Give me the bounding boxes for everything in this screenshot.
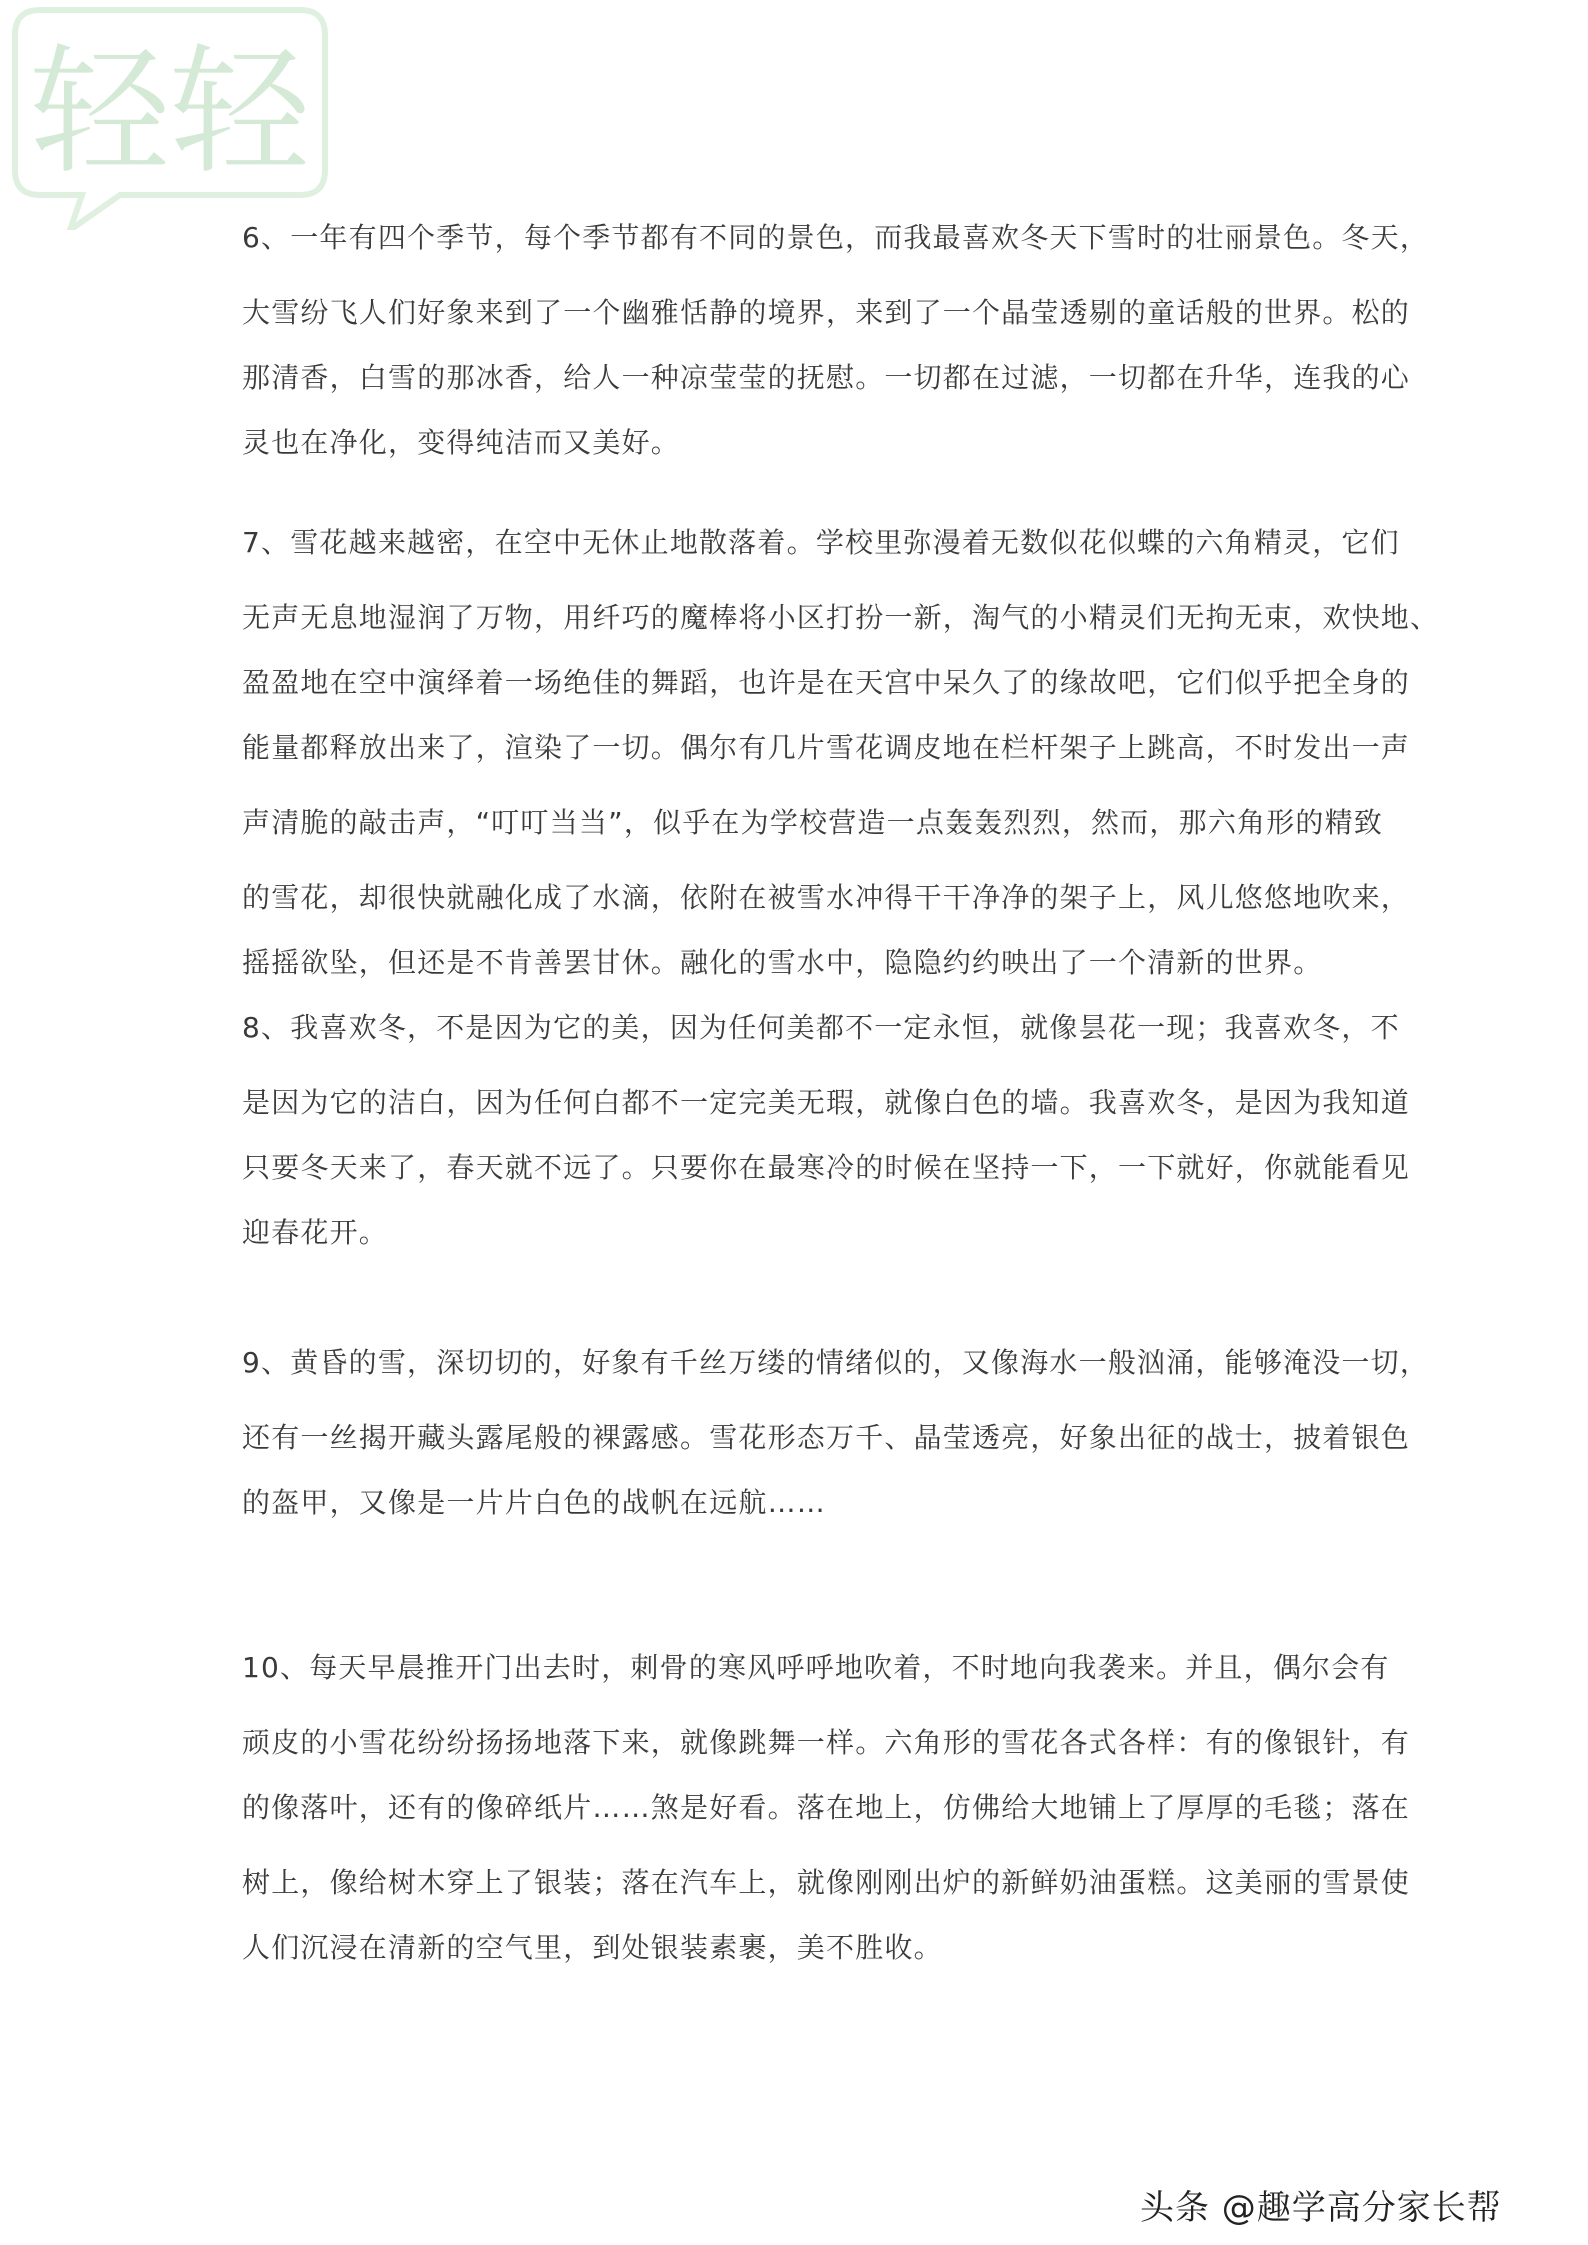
logo-text: 轻轻 (29, 31, 311, 194)
paragraph-line: 的盔甲，又像是一片片白色的战帆在远航…… (242, 1486, 827, 1519)
paragraph-line: 盈盈地在空中演绎着一场绝佳的舞蹈，也许是在天宫中呆久了的缘故吧，它们似乎把全身的 (242, 666, 1411, 699)
paragraph-line: 迎春花开。 (242, 1216, 389, 1249)
brand-logo (0, 0, 330, 230)
paragraph-line: 那清香，白雪的那冰香，给人一种凉莹莹的抚慰。一切都在过滤，一切都在升华，连我的心 (242, 361, 1411, 394)
source-watermark: 头条 @趣学高分家长帮 (1140, 2188, 1502, 2228)
paragraph-10 (242, 1635, 1410, 1980)
paragraph-line: 的雪花，却很快就融化成了水滴，依附在被雪水冲得干干净净的架子上，风儿悠悠地吹来， (242, 881, 1411, 914)
paragraph-line: 摇摇欲坠，但还是不肯善罢甘休。融化的雪水中，隐隐约约映出了一个清新的世界。 (242, 946, 1323, 979)
paragraph-line: 9、黄昏的雪，深切切的，好象有千丝万缕的情绪似的，又像海水一般汹涌，能够淹没一切， (242, 1346, 1430, 1379)
paragraph-line: 8、我喜欢冬，不是因为它的美，因为任何美都不一定永恒，就像昙花一现；我喜欢冬，不 (242, 1011, 1400, 1044)
paragraph-line: 人们沉浸在清新的空气里，到处银装素裹，美不胜收。 (242, 1931, 943, 1964)
paragraph-line: 7、雪花越来越密，在空中无休止地散落着。学校里弥漫着无数似花似蝶的六角精灵，它们 (242, 526, 1400, 559)
paragraph-9 (242, 1330, 1429, 1535)
paragraph-6 (242, 205, 1429, 475)
paragraph-line: 声清脆的敲击声，“叮叮当当”，似乎在为学校营造一点轰轰烈烈，然而，那六角形的精致 (242, 806, 1384, 839)
paragraph-line: 大雪纷飞人们好象来到了一个幽雅恬静的境界，来到了一个晶莹透剔的童话般的世界。松的 (242, 296, 1411, 329)
paragraph-line: 能量都释放出来了，渲染了一切。偶尔有几片雪花调皮地在栏杆架子上跳高，不时发出一声 (242, 731, 1411, 764)
paragraph-7 (242, 510, 1439, 995)
speech-bubble-logo-icon (0, 0, 330, 230)
paragraph-line: 的像落叶，还有的像碎纸片……煞是好看。落在地上，仿佛给大地铺上了厚厚的毛毯；落在 (242, 1791, 1411, 1824)
paragraph-line: 树上，像给树木穿上了银装；落在汽车上，就像刚刚出炉的新鲜奶油蛋糕。这美丽的雪景使 (242, 1866, 1411, 1899)
paragraph-line: 6、一年有四个季节，每个季节都有不同的景色，而我最喜欢冬天下雪时的壮丽景色。冬天， (242, 221, 1430, 254)
paragraph-line: 是因为它的洁白，因为任何白都不一定完美无瑕，就像白色的墙。我喜欢冬，是因为我知道 (242, 1086, 1411, 1119)
paragraph-8 (242, 995, 1410, 1265)
paragraph-line: 10、每天早晨推开门出去时，刺骨的寒风呼呼地吹着，不时地向我袭来。并且，偶尔会有 (242, 1651, 1390, 1684)
paragraph-line: 只要冬天来了，春天就不远了。只要你在最寒冷的时候在坚持一下，一下就好，你就能看见 (242, 1151, 1411, 1184)
paragraph-line: 还有一丝揭开藏头露尾般的裸露感。雪花形态万千、晶莹透亮，好象出征的战士，披着银色 (242, 1421, 1411, 1454)
paragraph-line: 无声无息地湿润了万物，用纤巧的魔棒将小区打扮一新，淘气的小精灵们无拘无束，欢快地、 (242, 601, 1440, 634)
paragraph-line: 顽皮的小雪花纷纷扬扬地落下来，就像跳舞一样。六角形的雪花各式各样：有的像银针，有 (242, 1726, 1411, 1759)
paragraph-line: 灵也在净化，变得纯洁而又美好。 (242, 426, 681, 459)
